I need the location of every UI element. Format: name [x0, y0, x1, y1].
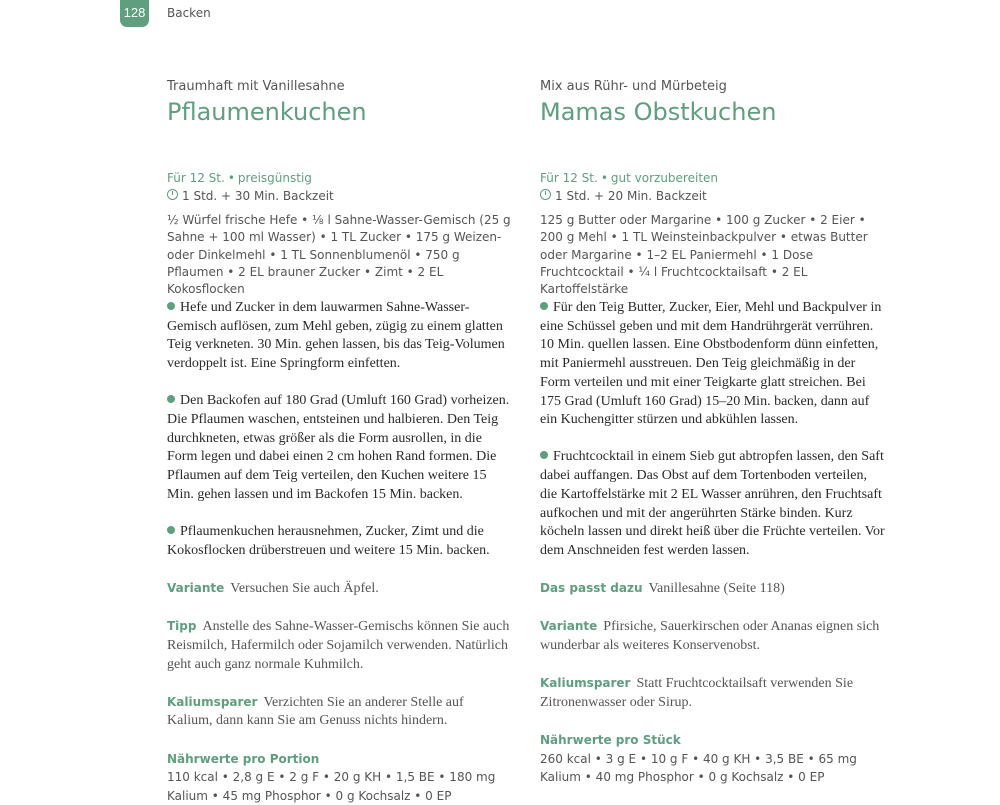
step: Fruchtcocktail in einem Sieb gut abtropfen lassen, den Saft dabei auffangen. Das Obst auf dem Tortenboden verteilen, die Kartoffelstärke mit 2 EL Wasser anrühren, den Fruchtsaft aufkochen und mit der angerührten Stärke binden. Kurz köcheln lassen und direkt heiß über die Früchte verteilen. Vor dem Anschneiden fest werden lassen. — [540, 449, 885, 558]
recipe-tag: gut vorzubereiten — [610, 171, 719, 185]
bullet-icon — [167, 526, 175, 534]
recipe-tag: preisgünstig — [237, 171, 312, 185]
recipe-title-block — [167, 78, 512, 128]
bullet-icon — [167, 395, 175, 403]
nutrition-values: 260 kcal • 3 g E • 10 g F • 40 g KH • 3,5 BE • 65 mg Kalium • 40 mg Phosphor • 0 g Kochsalz • 0 EP — [540, 751, 857, 785]
recipe-meta: Für 12 St. • gut vorzubereiten 1 Std. + 20 Min. Backzeit — [540, 171, 719, 203]
nutrition-values: 110 kcal • 2,8 g E • 2 g F • 20 g KH • 1,5 BE • 180 mg Kalium • 45 mg Phosphor • 0 g Kochsalz • 0 EP — [167, 770, 496, 803]
bullet-icon — [540, 451, 548, 459]
recipe-title: Mamas Obstkuchen — [540, 98, 777, 126]
step: Hefe und Zucker in dem lauwarmen Sahne-Wasser-Gemisch auflösen, zum Mehl geben, zügig zu einem glatten Teig verkneten. 30 Min. gehen lassen, bis das Teig-Volumen verdoppelt ist. Eine Springform einfetten. — [167, 300, 505, 372]
bullet-icon — [167, 302, 175, 310]
note-variante: Variante Pfirsiche, Sauerkirschen oder Ananas eignen sich wunderbar als weiteres Konservenobst. — [540, 619, 880, 654]
step: Für den Teig Butter, Zucker, Eier, Mehl und Backpulver in eine Schüssel geben und mit dem Handrührgerät verrühren. 10 Min. quellen lassen. Eine Obstbodenform dünn einfetten, mit Paniermehl ausstreuen. Den Teig gleichmäßig in der Form verteilen und mit einer Teigkarte glatt streichen. Bei 175 Grad (Umluft 160 Grad) 15–20 Min. backen, dann auf ein Kuchengitter stürzen und abkühlen lassen. — [540, 300, 882, 428]
clock-icon — [540, 189, 551, 200]
nutrition-label: Nährwerte pro Stück — [540, 733, 681, 748]
time: 1 Std. + 20 Min. Backzeit — [555, 189, 707, 203]
note-variante: Variante Versuchen Sie auch Äpfel. — [167, 580, 379, 596]
note-das-passt-dazu: Das passt dazu Vanillesahne (Seite 118) — [540, 581, 785, 597]
recipe-meta: Für 12 St. • preisgünstig 1 Std. + 30 Min. Backzeit — [167, 171, 334, 203]
step: Pflaumenkuchen herausnehmen, Zucker, Zimt und die Kokosflocken drüberstreuen und weitere 15 Min. backen. — [167, 524, 490, 558]
recipe-title-block — [540, 78, 885, 128]
servings: Für 12 St. — [540, 171, 598, 185]
ingredients: ½ Würfel frische Hefe • ⅛ l Sahne-Wasser-Gemisch (25 g Sahne + 100 ml Wasser) • 1 TL Zucker • 175 g Weizen- oder Dinkelmehl • 1 TL Sonnenblumenöl • 750 g Pflaumen • 2 EL brauner Zucker • Zimt • 2 EL Kokosflocken — [167, 213, 511, 297]
note-kaliumsparer: Kaliumsparer Statt Fruchtcocktailsaft verwenden Sie Zitronenwasser oder Sirup. — [540, 676, 854, 710]
recipe-subtitle: Mix aus Rühr- und Mürbeteig — [540, 79, 727, 94]
bullet-icon — [540, 302, 548, 310]
clock-icon — [167, 189, 178, 200]
nutrition-label: Nährwerte pro Portion — [167, 751, 320, 766]
step: Den Backofen auf 180 Grad (Umluft 160 Grad) vorheizen. Die Pflaumen waschen, entsteinen und halbieren. Den Teig durchkneten, etwas größer als die Form ausrollen, in die Form legen und dabei einen 2 cm hohen Rand formen. Die Pflaumen auf dem Teig verteilen, den Kuchen weitere 15 Min. gehen lassen und im Backofen 15 Min. backen. — [167, 393, 510, 502]
section-label: Backen — [167, 6, 211, 20]
time: 1 Std. + 30 Min. Backzeit — [182, 189, 334, 203]
recipe-body — [167, 299, 512, 805]
servings: Für 12 St. — [167, 171, 225, 185]
note-kaliumsparer: Kaliumsparer Verzichten Sie an anderer Stelle auf Kalium, dann kann Sie am Genuss nichts hindern. — [167, 694, 464, 729]
recipe-title: Pflaumenkuchen — [167, 98, 367, 126]
ingredients: 125 g Butter oder Margarine • 100 g Zucker • 2 Eier • 200 g Mehl • 1 TL Weinsteinbackpulver • etwas Butter oder Margarine • 1–2 EL Paniermehl • 1 Dose Fruchtcocktail • ¼ l Fruchtcocktailsaft • 2 EL Kartoffelstärke — [540, 213, 868, 297]
recipe-body — [540, 299, 885, 787]
page-number-badge: 128 — [120, 0, 149, 27]
note-tipp: Tipp Anstelle des Sahne-Wasser-Gemischs können Sie auch Reismilch, Hafermilch oder Sojamilch verwenden. Natürlich geht auch ganz normale Kuhmilch. — [167, 619, 510, 672]
recipe-subtitle: Traumhaft mit Vanillesahne — [167, 79, 345, 94]
